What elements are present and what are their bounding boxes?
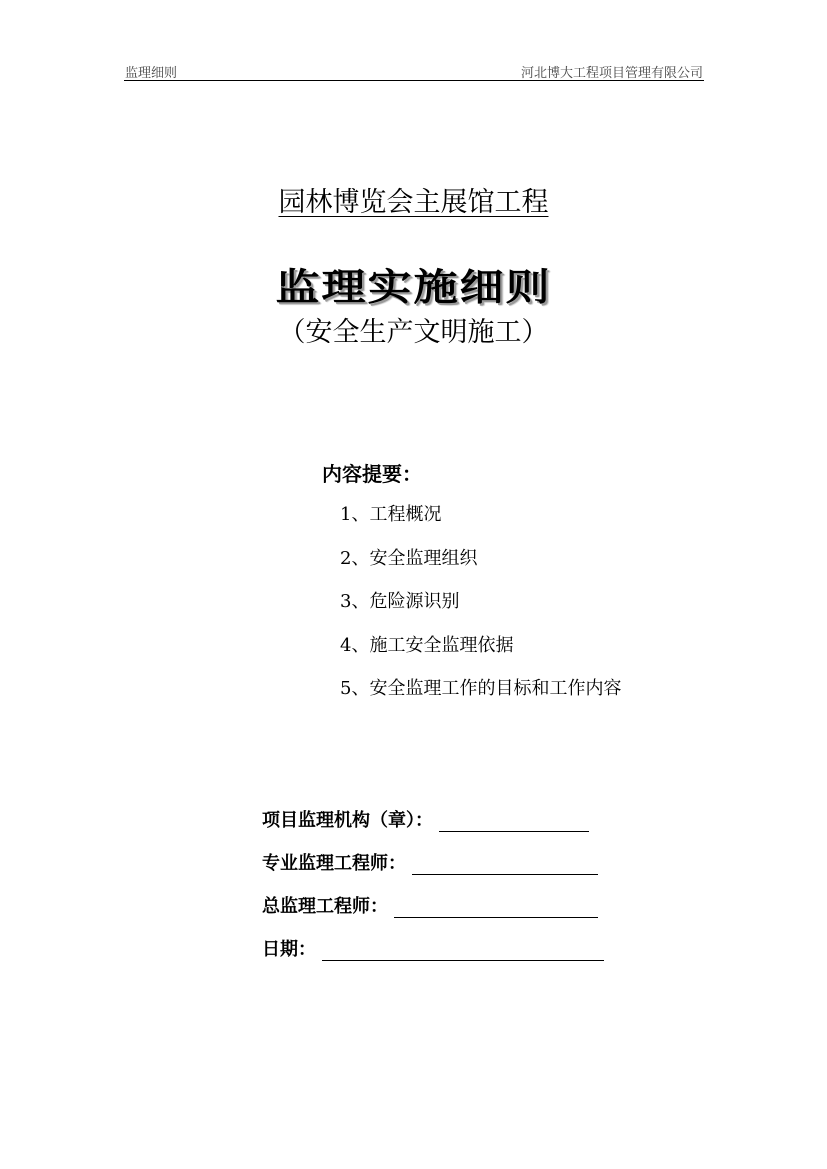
specialist-label: 专业监理工程师： bbox=[262, 853, 406, 874]
contents-heading: 内容提要： bbox=[322, 462, 422, 486]
organization-signature-line bbox=[439, 811, 589, 832]
contents-item: 5、安全监理工作的目标和工作内容 bbox=[340, 678, 622, 699]
contents-item: 1、工程概况 bbox=[340, 504, 442, 525]
date-signature-line bbox=[322, 940, 604, 961]
contents-item: 4、施工安全监理依据 bbox=[340, 634, 514, 656]
subtitle: （安全生产文明施工） bbox=[278, 317, 549, 348]
header-document-type: 监理细则 bbox=[125, 66, 178, 81]
chief-label: 总监理工程师： bbox=[262, 896, 388, 917]
page-header bbox=[124, 60, 704, 81]
project-title: 园林博览会主展馆工程 bbox=[278, 187, 549, 218]
signature-row-date bbox=[262, 935, 604, 961]
specialist-signature-line bbox=[412, 854, 598, 875]
contents-item: 2、安全监理组织 bbox=[340, 547, 478, 569]
signature-row-chief bbox=[262, 892, 598, 918]
contents-list bbox=[340, 502, 621, 720]
date-label: 日期： bbox=[262, 939, 316, 960]
signature-row-specialist bbox=[262, 849, 598, 875]
chief-signature-line bbox=[394, 897, 598, 918]
contents-item: 3、危险源识别 bbox=[340, 591, 460, 612]
organization-label: 项目监理机构（章）： bbox=[262, 810, 433, 831]
signature-row-organization bbox=[262, 806, 589, 832]
main-title: 监理实施细则 bbox=[275, 266, 552, 310]
header-company-name: 河北博大工程项目管理有限公司 bbox=[520, 66, 703, 81]
